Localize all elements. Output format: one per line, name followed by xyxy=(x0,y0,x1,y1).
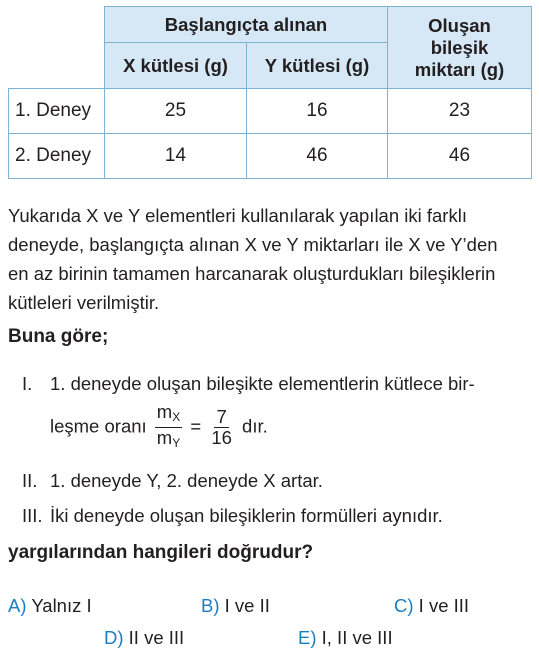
value-denominator: 16 xyxy=(211,427,232,448)
header-y-mass: Y kütlesi (g) xyxy=(247,43,388,89)
option-text: I ve II xyxy=(224,595,270,616)
ratio-numerator-sub: X xyxy=(172,410,181,424)
row-label: 2. Deney xyxy=(9,134,105,179)
option-letter: C) xyxy=(394,595,414,616)
paragraph-line: kütleleri verilmiştir. xyxy=(8,292,160,313)
statement-i-prefix: leşme oranı xyxy=(50,415,147,437)
equals-sign: = xyxy=(190,415,202,437)
option-d[interactable] xyxy=(104,627,184,649)
option-c[interactable] xyxy=(394,595,469,617)
option-letter: E) xyxy=(298,627,317,648)
header-product-line-2: bileşik xyxy=(430,36,489,58)
problem-description xyxy=(8,201,534,317)
cell-y: 16 xyxy=(247,89,388,134)
table-corner-blank xyxy=(9,7,105,89)
cell-product: 46 xyxy=(388,134,532,179)
header-x-mass: X kütlesi (g) xyxy=(105,43,247,89)
value-numerator: 7 xyxy=(216,406,227,427)
closing-question: yargılarından hangileri doğrudur? xyxy=(8,542,314,563)
ratio-numerator: m xyxy=(156,401,173,422)
cell-y: 46 xyxy=(247,134,388,179)
value-fraction xyxy=(209,407,234,448)
statement-i-suffix: dır. xyxy=(242,415,268,437)
option-letter: A) xyxy=(8,595,27,616)
option-a[interactable] xyxy=(8,595,92,617)
option-text: Yalnız I xyxy=(31,595,92,616)
paragraph-line: Yukarıda X ve Y elementleri kullanılarak yapılan iki farklı xyxy=(8,205,467,226)
statement-i-numeral: I. xyxy=(22,373,33,394)
cell-x: 14 xyxy=(105,134,247,179)
option-text: II ve III xyxy=(128,627,185,648)
mass-ratio-fraction xyxy=(155,402,182,453)
option-text: I, II ve III xyxy=(321,627,393,648)
option-letter: B) xyxy=(201,595,220,616)
ratio-denominator-sub: Y xyxy=(172,436,181,450)
header-product-line-3: miktarı (g) xyxy=(414,58,505,80)
question-lead: Buna göre; xyxy=(8,326,109,347)
statement-i-line-1: 1. deneyde oluşan bileşikte elementlerin kütlece bir- xyxy=(50,373,475,394)
header-product-mass xyxy=(388,7,532,89)
option-b[interactable] xyxy=(201,595,270,617)
data-table xyxy=(8,6,532,179)
header-initial-amounts: Başlangıçta alınan xyxy=(105,7,388,43)
table-row xyxy=(9,134,532,179)
header-product-line-1: Oluşan xyxy=(428,14,491,36)
statement-ii-text: 1. deneyde Y, 2. deneyde X artar. xyxy=(50,470,323,491)
ratio-denominator: m xyxy=(156,427,173,448)
option-letter: D) xyxy=(104,627,124,648)
table-row xyxy=(9,89,532,134)
row-label: 1. Deney xyxy=(9,89,105,134)
paragraph-line: deneyde, başlangıçta alınan X ve Y miktarları ile X ve Y’den xyxy=(8,234,498,255)
cell-x: 25 xyxy=(105,89,247,134)
option-e[interactable] xyxy=(298,627,393,649)
statement-iii-numeral: III. xyxy=(22,505,43,526)
paragraph-line: en az birinin tamamen harcanarak oluşturdukları bileşiklerin xyxy=(8,263,496,284)
statement-i-line-2 xyxy=(50,402,268,453)
option-text: I ve III xyxy=(418,595,470,616)
statement-iii-text: İki deneyde oluşan bileşiklerin formülleri aynıdır. xyxy=(50,505,443,526)
statement-ii-numeral: II. xyxy=(22,470,38,491)
cell-product: 23 xyxy=(388,89,532,134)
